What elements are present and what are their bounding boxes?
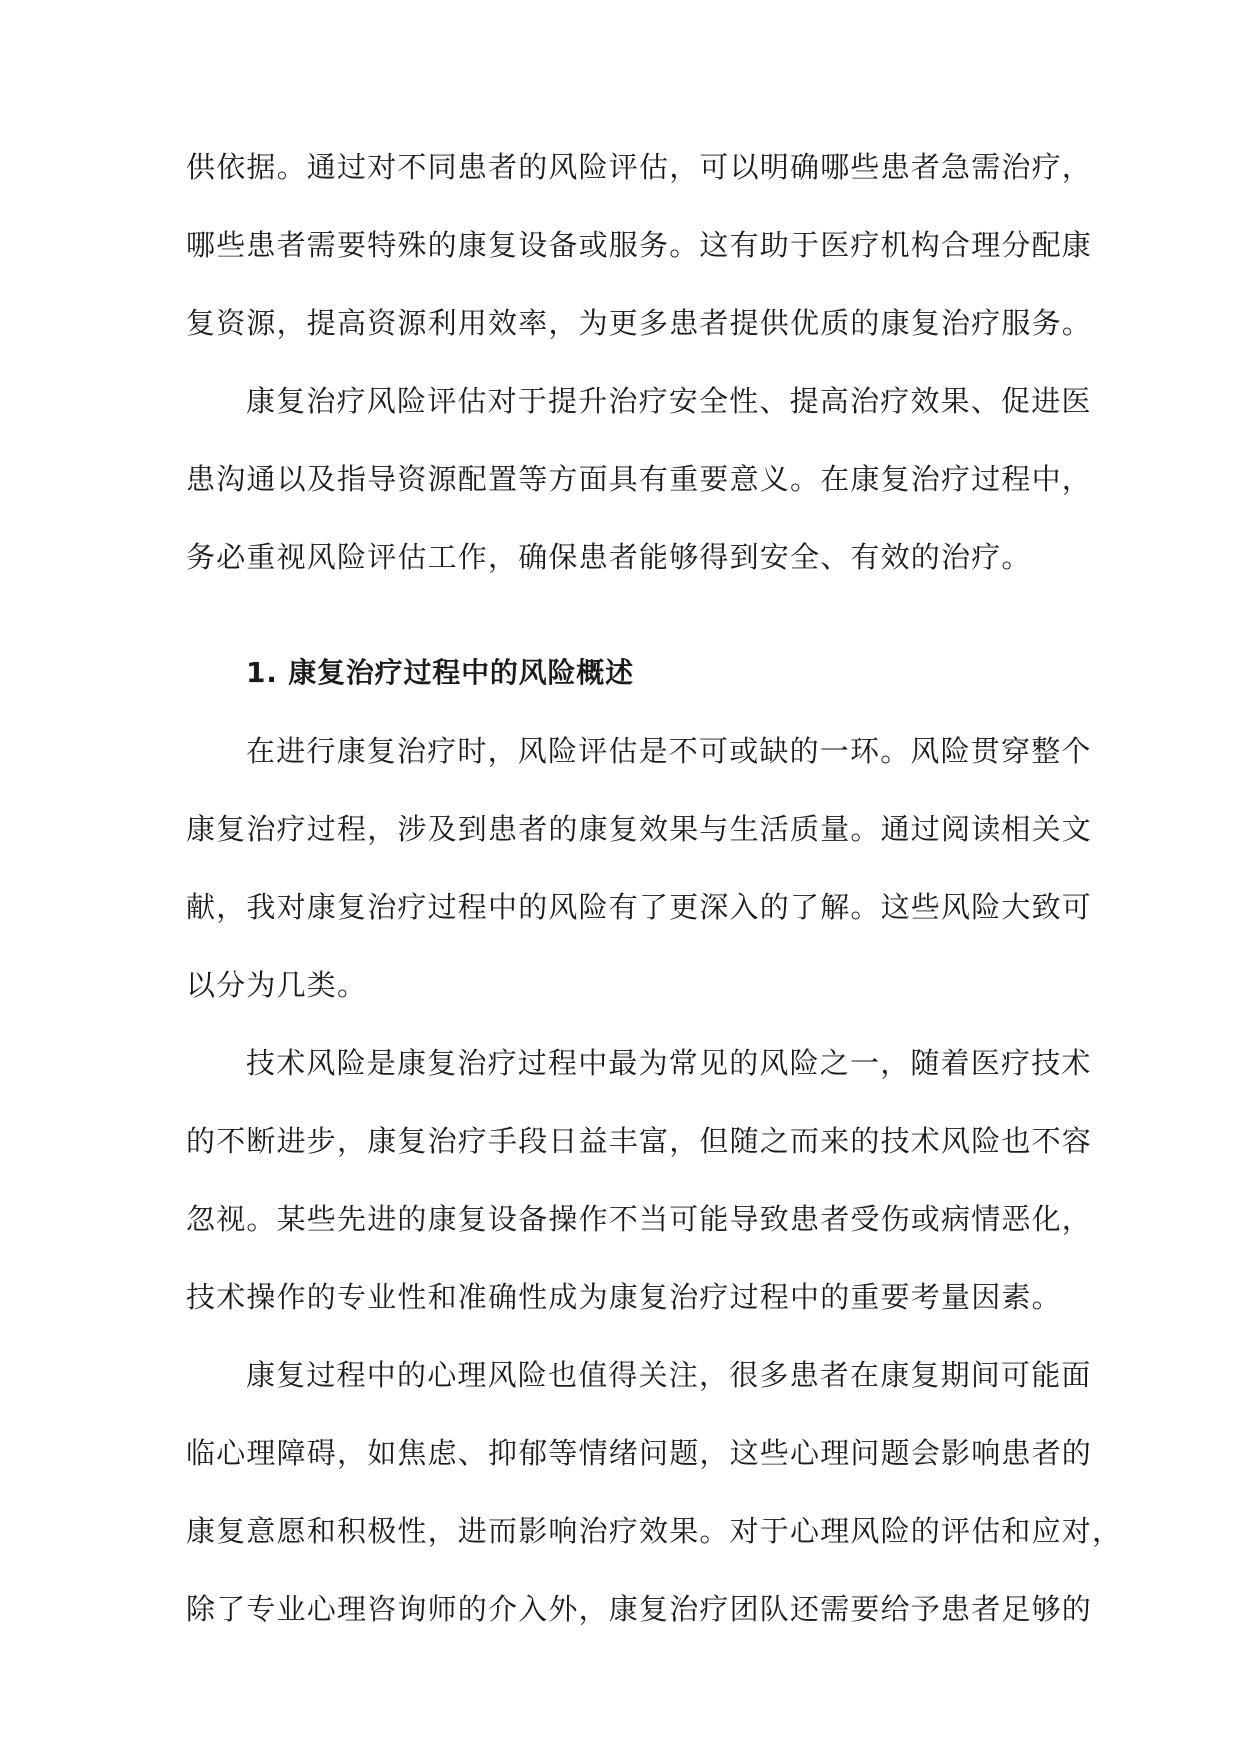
- paragraph-continuation: [186, 139, 1093, 373]
- text-line: 以分为几类。: [186, 968, 368, 1002]
- text-line: 技术操作的专业性和准确性成为康复治疗过程中的重要考量因素。: [186, 1280, 1062, 1314]
- paragraph-psychological-risk: [186, 1347, 1123, 1659]
- section-heading: 1. 康复治疗过程中的风险概述: [246, 656, 634, 689]
- text-line: 康复意愿和积极性，进而影响治疗效果。对于心理风险的评估和应对，: [186, 1514, 1123, 1548]
- text-line: 务必重视风险评估工作，确保患者能够得到安全、有效的治疗。: [186, 540, 1032, 574]
- text-line: 康复治疗过程，涉及到患者的康复效果与生活质量。通过阅读相关文: [186, 812, 1093, 846]
- text-line: 技术风险是康复治疗过程中最为常见的风险之一，随着医疗技术: [246, 1046, 1092, 1080]
- text-line: 复资源，提高资源利用效率，为更多患者提供优质的康复治疗服务。: [186, 306, 1093, 340]
- paragraph-summary: [186, 373, 1093, 607]
- text-line: 献，我对康复治疗过程中的风险有了更深入的了解。这些风险大致可: [186, 890, 1093, 924]
- text-line: 忽视。某些先进的康复设备操作不当可能导致患者受伤或病情恶化，: [186, 1202, 1093, 1236]
- text-line: 在进行康复治疗时，风险评估是不可或缺的一环。风险贯穿整个: [246, 734, 1092, 768]
- text-line: 除了专业心理咨询师的介入外，康复治疗团队还需要给予患者足够的: [186, 1592, 1093, 1626]
- text-line: 哪些患者需要特殊的康复设备或服务。这有助于医疗机构合理分配康: [186, 228, 1093, 262]
- text-line: 供依据。通过对不同患者的风险评估，可以明确哪些患者急需治疗，: [186, 150, 1093, 184]
- text-line: 临心理障碍，如焦虑、抑郁等情绪问题，这些心理问题会影响患者的: [186, 1436, 1093, 1470]
- text-line: 的不断进步，康复治疗手段日益丰富，但随之而来的技术风险也不容: [186, 1124, 1093, 1158]
- paragraph-risk-overview: [186, 723, 1093, 1035]
- text-line: 康复治疗风险评估对于提升治疗安全性、提高治疗效果、促进医: [246, 384, 1092, 418]
- text-line: 康复过程中的心理风险也值得关注，很多患者在康复期间可能面: [246, 1358, 1092, 1392]
- text-line: 患沟通以及指导资源配置等方面具有重要意义。在康复治疗过程中，: [186, 462, 1093, 496]
- page-content: [186, 139, 1123, 1659]
- section-spacer: [186, 607, 1054, 645]
- paragraph-technical-risk: [186, 1035, 1093, 1347]
